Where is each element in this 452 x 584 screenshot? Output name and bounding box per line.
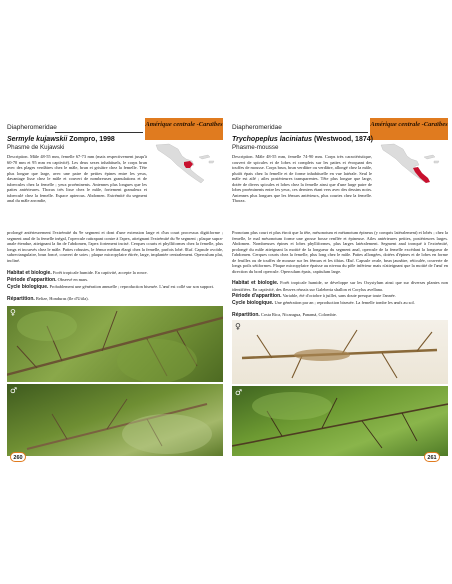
species-name: Sermyle kujawskii <box>7 136 68 143</box>
right-page <box>232 108 448 464</box>
male-symbol: ♂ <box>10 386 18 395</box>
species-title <box>232 136 373 143</box>
description-intro: Description. Mâle 48-55 mm, femelle 74-90 mm. Corps très caractéristique, couvert de spicules et de lobes et complets sur les pattes et évoquant des touffes de mousse. Corps brun, brun verdâtre ou verdâtre, allongé chez la mâle, plutôt épais chez la femelle et de forme inhabituelle en vue latérale. Seul le mâle est ailé ; ailes postérieures transparentes. Tête plus longue que large, dotée de divers spicules et lobes chez la femelle ainsi que d'une large paire de lobes proéminents entre les yeux, ces derniers étant vers avec des dessins noirs. Antennes plus longues que les fémurs antérieurs, plus courtes chez la femelle. Thorax. <box>232 154 372 203</box>
repartition-text: Costa Rica, Nicaragua, Panamá, Colombie. <box>260 312 337 317</box>
habitat-text: Forêt tropicale humide, se développe sur les Oxystylum ainsi que sur diverses plantes non identifiées. En captivité, des fleuves réussis sur Galeberia shallon et Corylus avellana. <box>232 280 448 292</box>
habitat-label: Habitat et biologie. <box>7 270 52 276</box>
header-rule <box>55 132 143 133</box>
period-text: Variable, été d'octobre à juillet, sans doute presque toute l'année. <box>282 293 396 298</box>
cycle-text: Probablement une génération annuelle ; reproduction biseuée. L'œuf est collé sur son support. <box>49 284 215 289</box>
page-number-left: 260 <box>10 452 26 462</box>
habitat-paragraph <box>7 270 223 277</box>
cycle-paragraph <box>7 284 223 291</box>
left-page <box>7 108 223 464</box>
repartition-paragraph <box>232 312 448 319</box>
female-stick-insect-image <box>7 306 223 382</box>
species-author: Zompro, 1998 <box>69 136 115 143</box>
family-name: Diapheromeridae <box>232 124 282 131</box>
period-paragraph <box>7 277 223 284</box>
cycle-label: Cycle biologique. <box>232 300 274 306</box>
repartition-paragraph <box>7 296 223 303</box>
species-author: (Westwood, 1874) <box>313 136 373 143</box>
region-tag: Amérique centrale -Caraïbes <box>145 118 223 140</box>
female-symbol: ♀ <box>10 308 16 317</box>
species-title <box>7 136 115 143</box>
repartition-text: Belize, Honduras (île d'Utila). <box>35 296 89 301</box>
description-body: Pronotum plus court et plus étroit que la tête, mésonotum et métanotum épineux (y compris latéralement) et lobés ; chez la femelle, le mal mésonotum forme une grosse bosse renflée et épineuse. Ailes antérieures petites, postérieures larges. Abdomen. Nombreuses épines et lobes phylliformes, plus larges latéralement. Segment anal tronqué à l'extrémité, prolongé du mâle atteignant la moitié de la longueur du segment anal, opercule de la femelle excédant la longueur de l'abdomen. Cerques courts chez la femelle, plus long chez le mâle. Pattes allongées, dotées d'épines et de lobes en forme de feuilles ou de touffes de mousse sur les fémurs et les tibias. Œuf. Capsule ovale, brun jaunâtre, réticulée, couverte de longs poils sétiformes. Plaque micropylaire épaisse au niveau du pôle inférieur mais n'atteignant que la moitié de l'œuf en direction du bord opercule. Operculum épais, capitulum large. <box>232 230 448 274</box>
female-photo <box>232 320 448 384</box>
family-name: Diapheromeridae <box>7 124 57 131</box>
common-name: Phasme-mousse <box>232 144 279 151</box>
period-label: Période d'apparition. <box>232 293 282 299</box>
region-tag: Amérique centrale -Caraïbes <box>370 118 448 140</box>
male-symbol: ♂ <box>235 388 243 397</box>
period-text: Observé en mars. <box>57 277 89 282</box>
cycle-text: Une génération par an ; reproduction biseuée. La femelle tombe les œufs au sol. <box>274 300 415 305</box>
cycle-label: Cycle biologique. <box>7 284 49 290</box>
female-symbol: ♀ <box>235 322 241 331</box>
species-name: Trychopeplus laciniatus <box>232 136 313 143</box>
repartition-label: Répartition. <box>7 296 35 302</box>
description-intro: Description. Mâle 48-55 mm, femelle 67-73 mm (mais respectivement jusqu'à 60-70 mm et 95 mm en captivité). Les deux sexes inhabituels, le corps brun avec des plages verdâtres chez le mâle, brun et grisâtre chez la femelle. Tête plus longue que large, avec une paire de petites épines entre les yeux, davantage lisse chez le mâle et couvert de nombreuses granulations et de tubercules chez la femelle ; yeux proéminents. Antennes plus longues que les pattes antérieures. Thorax très lisse chez le mâle, fortement granuleux et tuberculé chez la femelle. Espace apterous. Abdomen. Extrémité du segment anal du mâle arrondie, <box>7 154 147 203</box>
male-stick-insect-image <box>232 386 448 456</box>
cycle-paragraph <box>232 300 448 307</box>
habitat-text: Forêt tropicale humide. En captivité, accepte la ronce. <box>52 270 148 275</box>
period-paragraph <box>232 293 448 300</box>
male-photo <box>232 386 448 456</box>
repartition-label: Répartition. <box>232 312 260 318</box>
male-stick-insect-image <box>7 384 223 456</box>
habitat-label: Habitat et biologie. <box>232 280 279 286</box>
distribution-map <box>380 142 442 186</box>
page-number-right: 261 <box>424 452 440 462</box>
distribution-map <box>155 142 217 186</box>
habitat-paragraph <box>232 280 448 292</box>
description-body: prolongé antérieurement l'extrémité du 9e segment et dont d'une extension large et d'un court processus digitiforme ; segment anal de la femelle inégal, l'opercule rattrapant contre à l'apex, atteignant l'extrémité du 9e segment ; plaque supra-anale étendue, atteignant la fin de l'abdomen, l'apex fortement incisé. Cerques courts et phylliformes chez la femelle, plus longs et incurvés chez le mâle. Pattes robustes, le fémur médian élargi chez la femelle, parfois lobé. Œuf. Capsule ovoïde, subrectangulaire, brun foncé, couvert de soies ; plaque micropylaire étirée, large, implantée centralement. Operculum plat, incliné. <box>7 230 223 263</box>
period-label: Période d'apparition. <box>7 277 57 283</box>
header-rule <box>280 132 368 133</box>
male-photo <box>7 384 223 456</box>
common-name: Phasme de Kujawski <box>7 144 65 151</box>
female-photo <box>7 306 223 382</box>
female-stick-insect-image <box>232 320 448 384</box>
